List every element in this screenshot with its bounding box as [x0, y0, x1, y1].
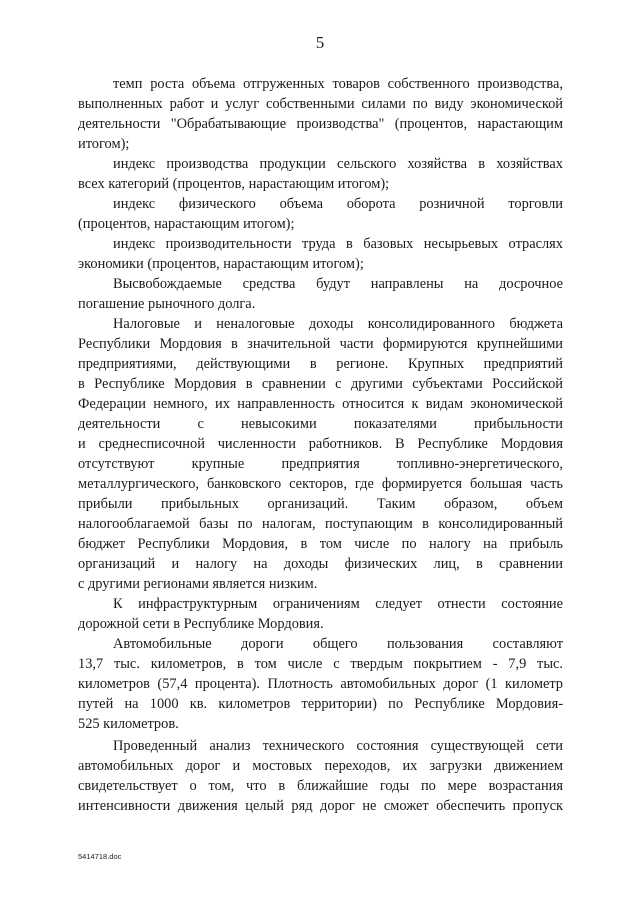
text-line: деятельности с невысокими показателями прибыльности — [78, 416, 563, 432]
text-line: К инфраструктурным ограничениям следует отнести состояние — [113, 596, 563, 612]
text-line: автомобильных дорог и мостовых переходов, их загрузки движением — [78, 758, 563, 774]
text-line: километров (57,4 процента). Плотность автомобильных дорог (1 километр — [78, 676, 563, 692]
text-line: дорожной сети в Республике Мордовия. — [78, 616, 324, 632]
text-line: индекс производства продукции сельского хозяйства в хозяйствах — [113, 156, 563, 172]
text-line: погашение рыночного долга. — [78, 296, 256, 312]
text-line: в Республике Мордовия в сравнении с другими субъектами Российской — [78, 376, 563, 392]
text-line: Проведенный анализ технического состояния существующей сети — [113, 738, 563, 754]
text-line: бюджет Республики Мордовия, в том числе по налогу на прибыль — [78, 536, 563, 552]
text-line: и среднесписочной численности работников. В Республике Мордовия — [78, 436, 563, 452]
text-line: отсутствуют крупные предприятия топливно-энергетического, — [78, 456, 563, 472]
page-number: 5 — [315, 33, 325, 52]
text-line: индекс производительности труда в базовых несырьевых отраслях — [113, 236, 563, 252]
text-line: свидетельствует о том, что в ближайшие годы по мере возрастания — [78, 778, 563, 794]
text-line: темп роста объема отгруженных товаров собственного производства, — [113, 76, 563, 92]
text-line: 13,7 тыс. километров, в том числе с твердым покрытием - 7,9 тыс. — [78, 656, 563, 672]
text-line: всех категорий (процентов, нарастающим итогом); — [78, 176, 390, 192]
text-line: 525 километров. — [78, 716, 179, 732]
text-line: прибыли прибыльных организаций. Таким образом, объем — [78, 496, 563, 512]
text-line: с другими регионами является низким. — [78, 576, 318, 592]
text-line: экономики (процентов, нарастающим итогом); — [78, 256, 364, 272]
text-line: Республики Мордовия в значительной части формируются крупнейшими — [78, 336, 563, 352]
text-line: Федерации немного, их направленность относится к видам экономической — [78, 396, 563, 412]
text-line: металлургического, банковского секторов, где формируется большая часть — [78, 476, 563, 492]
text-line: итогом); — [78, 136, 130, 152]
text-line: деятельности "Обрабатывающие производства" (процентов, нарастающим — [78, 116, 563, 132]
text-line: организаций и налогу на доходы физических лиц, в сравнении — [78, 556, 563, 572]
text-line: интенсивности движения целый ряд дорог не сможет обеспечить пропуск — [78, 798, 563, 814]
text-line: выполненных работ и услуг собственными силами по виду экономической — [78, 96, 563, 112]
text-line: налогооблагаемой базы по налогам, поступающим в консолидированный — [78, 516, 563, 532]
text-line: Высвобождаемые средства будут направлены на досрочное — [113, 276, 563, 292]
text-line: предприятиями, действующими в регионе. Крупных предприятий — [78, 356, 563, 372]
text-line: индекс физического объема оборота розничной торговли — [113, 196, 563, 212]
text-line: путей на 1000 кв. километров территории) по Республике Мордовия- — [78, 696, 563, 712]
text-line: Автомобильные дороги общего пользования составляют — [113, 636, 563, 652]
footer-filename: 5414718.doc — [78, 852, 122, 861]
text-line: Налоговые и неналоговые доходы консолидированного бюджета — [113, 316, 563, 332]
text-line: (процентов, нарастающим итогом); — [78, 216, 295, 232]
